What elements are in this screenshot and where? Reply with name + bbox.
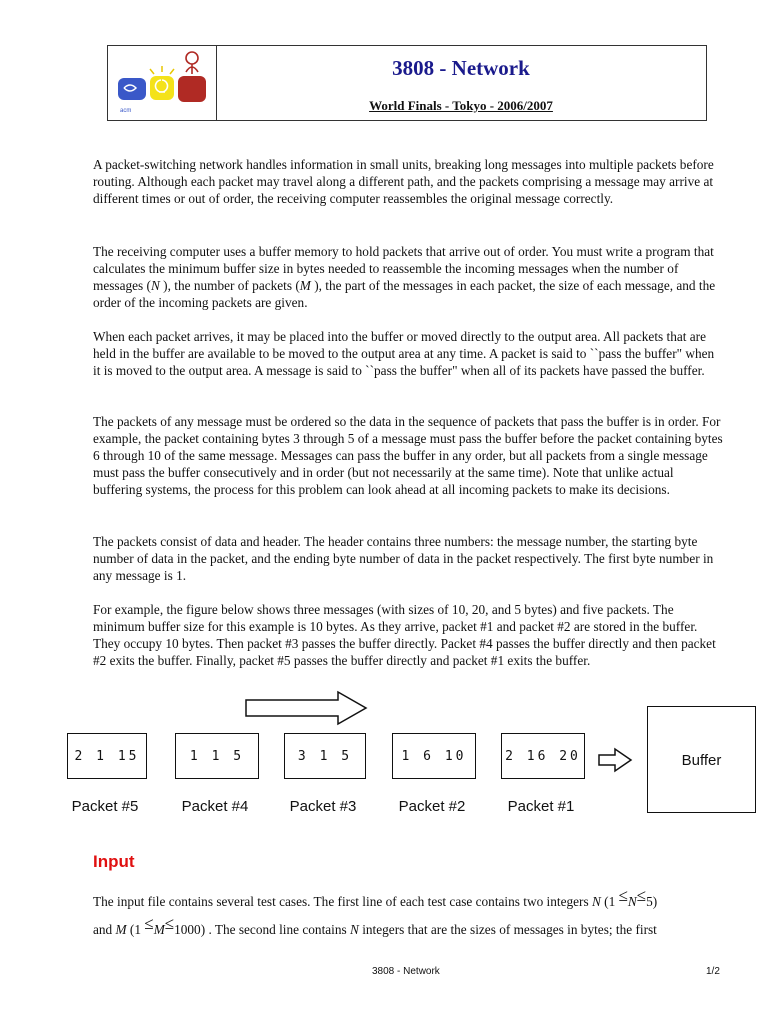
input-var-m: M [115,922,127,937]
paragraph-pass: When each packet arrives, it may be placed into the buffer or moved directly to the output area. All packets that are held in the buffer are available to be moved to the output area at any time. A packet is said to ``pass the buffer" when it is moved to the output area. A message is said to ``pass the buffer" when all of its packets have passed the buffer. [93,329,715,378]
page-subtitle: World Finals - Tokyo - 2006/2007 [369,98,553,113]
packet-3-box: 3 1 5 [284,733,366,779]
paragraph-intro: A packet-switching network handles information in small units, breaking long messages into multiple packets before routing. Although each packet may travel along a different path, and the packets comprising a message may arrive at different times or out of order, the receiving computer reassembles the original message correctly. [93,157,714,206]
input-n-lo: (1 [600,894,619,909]
input-m-hi: 1000) . The second line contains [174,922,351,937]
var-m: M [299,278,311,293]
packet-3-label: Packet #3 [289,798,357,815]
input-line-2 [93,914,723,938]
input-text-b: integers that are the sizes of messages in bytes; the first [358,922,657,937]
svg-text:acm: acm [120,108,132,114]
footer-page-number: 1/2 [706,966,720,977]
var-n: N [150,278,160,293]
p2-text-a: The receiving computer uses a buffer memory to hold packets that arrive out of order. You must write a program that calculates the minimum buffer size in bytes needed to reassemble the incoming messages when the number of messages ( [93,244,714,293]
buffer-label: Buffer [681,752,722,769]
input-text-a: The input file contains several test cases. The first line of each test case contains two integers [93,894,592,909]
packet-5-box: 2 1 15 [67,733,147,779]
buffer-box [647,706,756,813]
input-text-and: and [93,922,116,937]
p2-text-c: ), the part of the messages in each packet, the size of each message, and the order of the incoming packets are given. [93,278,716,310]
footer-title: 3808 - Network [372,966,440,977]
paragraph-order: The packets of any message must be ordered so the data in the sequence of packets that pass the buffer is in order. For example, the packet containing bytes 3 through 5 of a message must pass the buffer before the packet containing bytes 6 through 10 of the same message. Messages can pass the buffer in any order, but all packets from a single message must pass the buffer consecutively and in order (but not necessarily at the same time). Note that unlike actual buffering systems, the process for this problem can look ahead at all incoming packets to make its decisions. [93,414,723,497]
le-symbol: ≤ [618,886,628,905]
le-symbol: ≤ [144,914,154,933]
buffer-arrow-icon [599,749,631,771]
input-var-n-2: N [627,894,637,909]
input-var-n: N [591,894,601,909]
page-title: 3808 - Network [392,56,530,80]
section-heading-input: Input [93,852,135,871]
packet-5-label: Packet #5 [71,798,139,815]
paragraph-example: For example, the figure below shows three messages (with sizes of 10, 20, and 5 bytes) and five packets. The minimum buffer size for this example is 10 bytes. As they arrive, packet #1 and packet #2 are stored in the buffer. They occupy 10 bytes. Then packet #3 passes the buffer directly. Packet #4 passes the buffer directly and then packet #2 exits the buffer. Finally, packet #5 passes the buffer directly and packet #1 exits the buffer. [93,602,716,668]
le-symbol: ≤ [636,886,647,905]
p2-text-b: ), the number of packets ( [159,278,300,293]
packet-1-box: 2 16 20 [501,733,585,779]
input-line-1 [93,886,723,910]
packet-4-box: 1 1 5 [175,733,259,779]
input-n-hi: 5) [646,894,658,909]
packet-1-label: Packet #1 [507,798,575,815]
input-var-n-3: N [350,922,359,937]
input-m-lo: (1 [126,922,145,937]
packet-2-box: 1 6 10 [392,733,476,779]
packet-4-label: Packet #4 [181,798,249,815]
packet-2-label: Packet #2 [398,798,466,815]
input-var-m-2: M [153,922,165,937]
le-symbol: ≤ [164,914,175,933]
flow-arrow-icon [246,692,366,724]
paragraph-header: The packets consist of data and header. The header contains three numbers: the message number, the starting byte number of data in the packet, and the ending byte number of data in the packet respectively. The first byte number in any message is 1. [93,534,714,583]
